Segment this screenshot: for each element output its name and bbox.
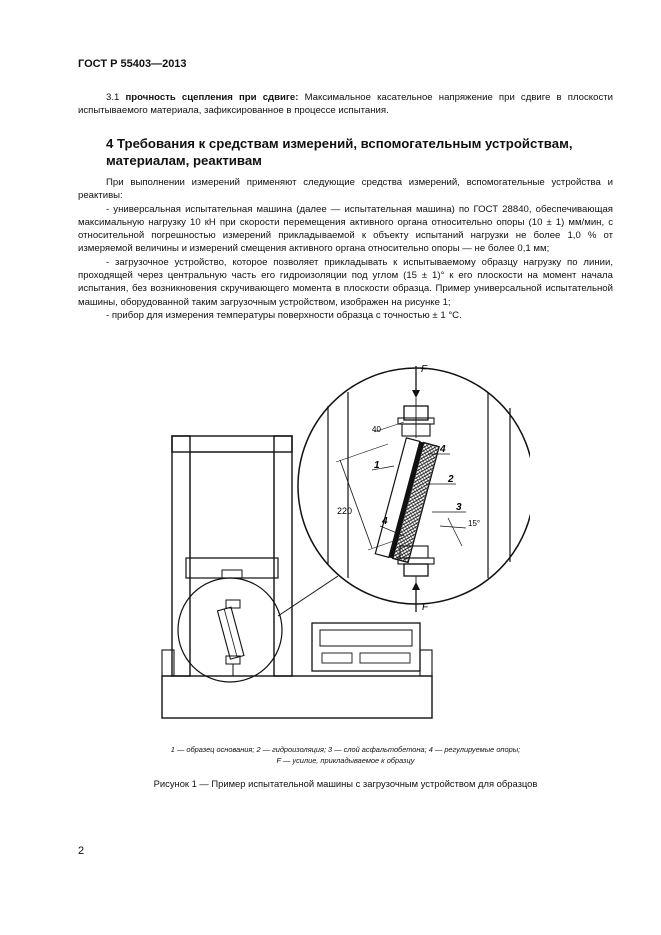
dimension-40: 40 <box>372 425 381 434</box>
list-item-loader: - загрузочное устройство, которое позволяет прикладывать к испытываемому образцу нагрузку по линии, проходящей через центральную часть его гидроизоляции под углом (15 ± 1)° к его плоскости на момент начала испытания, без возникновения скручивающего момента в плоскости образца. Пример универсальной испытательной машины, оборудованной таким загрузочным устройством, изображен на рисунке 1; <box>78 256 613 308</box>
angle-15: 15° <box>468 519 481 528</box>
page-number: 2 <box>78 845 85 857</box>
force-label-bottom: F <box>422 602 429 613</box>
document-header: ГОСТ Р 55403—2013 <box>78 58 187 70</box>
callout-2: 2 <box>448 474 454 485</box>
definition-paragraph <box>78 91 613 118</box>
definition-number: 3.1 <box>106 92 120 103</box>
definition-text: Максимальное касательное напряжение при сдвиге в плоскости испытываемого материала, зафиксированное в процессе испытания. <box>78 92 613 117</box>
list-item-machine: - универсальная испытательная машина (далее — испытательная машина) по ГОСТ 28840, обеспечивающая максимальную нагрузку 10 кН при скорости перемещения активного органа относительно опоры (10 ± 1) мм/мин, с относительной погрешностью измерений прикладываемой к объекту испытаний нагрузки не более 1,0 % от измеряемой величины и измерений смещения активного органа относительно опоры — не более 0,1 мм; <box>78 203 613 255</box>
force-label-top: F <box>421 364 428 375</box>
dimension-220: 220 <box>337 506 353 516</box>
list-item-thermometer: - прибор для измерения температуры поверхности образца с точностью ± 1 °С. <box>106 309 462 321</box>
figure-legend-line-1: 1 — образец основания; 2 — гидроизоляция; 3 — слой асфальтобетона; 4 — регулируемые опоры; <box>170 745 521 754</box>
figure-legend-line-2: F — усилие, прикладываемое к образцу <box>276 756 415 765</box>
section-heading: 4 Требования к средствам измерений, вспомогательным устройствам, материалам, реактивам <box>106 136 573 168</box>
machine-column-right <box>274 436 292 676</box>
machine-base <box>162 676 432 718</box>
definition-term: прочность сцепления при сдвиге: <box>125 92 299 103</box>
figure-title: Рисунок 1 — Пример испытательной машины с загрузочным устройством для образцов <box>153 778 538 789</box>
callout-3: 3 <box>456 502 462 513</box>
callout-4-top: 4 <box>440 444 446 455</box>
figure-legend <box>78 744 613 766</box>
section-intro: При выполнении измерений применяют следующие средства измерений, вспомогательные устройства и реактивы: <box>78 177 613 202</box>
callout-4-bottom: 4 <box>382 516 388 527</box>
figure-testing-machine <box>150 358 530 738</box>
machine-column-left <box>172 436 190 676</box>
section-body <box>78 176 613 322</box>
callout-1: 1 <box>374 460 380 471</box>
detail-leader <box>278 576 338 616</box>
